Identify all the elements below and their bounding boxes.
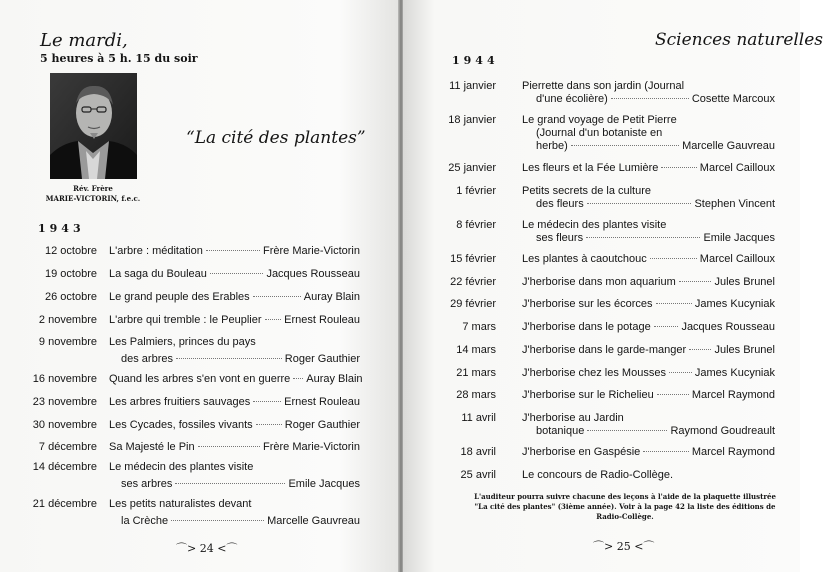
dot-leader (198, 446, 260, 447)
lecturer-name: Jules Brunel (714, 344, 775, 356)
broadcast-time: 5 heures à 5 h. 15 du soir (40, 52, 198, 65)
dot-leader (253, 401, 281, 402)
entry-line (522, 446, 775, 458)
folio-ornament-left: ⌒> (176, 542, 197, 555)
footnote-line: Radio-Collège. (596, 512, 654, 521)
entry-date: 1 février (456, 185, 496, 197)
left-page (0, 0, 400, 572)
lecture-title: (Journal d'un botaniste en (536, 127, 663, 139)
lecturer-name: Jules Brunel (714, 276, 775, 288)
series-title: “La cité des plantes” (186, 128, 366, 148)
entry-date: 26 octobre (45, 291, 97, 303)
lecture-title: La saga du Bouleau (109, 268, 207, 280)
lecture-title: Les fleurs et la Fée Lumière (522, 162, 659, 174)
lecture-title: des fleurs (536, 198, 584, 210)
dot-leader (657, 394, 689, 395)
caption-title: Rév. Frère (73, 184, 113, 193)
page-number (176, 540, 237, 556)
entry-line (109, 419, 360, 431)
entry-line (121, 353, 360, 365)
lecturer-name: Emile Jacques (703, 232, 775, 244)
lecture-title: J'herborise en Gaspésie (522, 446, 641, 458)
lecture-title: Le médecin des plantes visite (109, 461, 254, 473)
dot-leader (175, 483, 285, 484)
dot-leader (206, 250, 260, 251)
lecturer-name: James Kucyniak (694, 298, 775, 310)
entry-date: 18 janvier (448, 114, 496, 126)
lecture-title: J'herborise dans le garde-manger (522, 344, 687, 356)
entry-date: 19 octobre (45, 268, 97, 280)
lecture-title: Les Cycades, fossiles vivants (109, 419, 253, 431)
lecture-title: J'herborise au Jardin (522, 412, 624, 424)
entry-date: 11 avril (461, 412, 496, 424)
entry-line (109, 291, 360, 303)
entry-line (522, 276, 775, 288)
entry-line (522, 162, 775, 174)
lecturer-name: Auray Blain (306, 373, 363, 385)
lecture-title: Petits secrets de la culture (522, 185, 652, 197)
lecture-title: Sa Majesté le Pin (109, 441, 195, 453)
lecturer-name: Ernest Rouleau (284, 396, 360, 408)
lecture-title: Le grand peuple des Erables (109, 291, 250, 303)
entry-date: 21 décembre (32, 498, 97, 510)
entry-line (536, 93, 775, 105)
lecturer-name: Cosette Marcoux (691, 93, 775, 105)
entry-date: 14 décembre (32, 461, 97, 473)
entry-line (522, 367, 775, 379)
lecture-title: Les Palmiers, princes du pays (109, 336, 256, 348)
dot-leader (679, 281, 712, 282)
footnote-line: L'auditeur pourra suivre chacune des leçons à l'aide de la plaquette illustrée (474, 492, 776, 501)
lecture-title: Le concours de Radio-Collège. (522, 469, 674, 481)
entry-date: 23 novembre (32, 396, 97, 408)
caption-name: MARIE-VICTORIN, f.e.c. (45, 194, 141, 203)
lecture-title: J'herborise chez les Mousses (522, 367, 666, 379)
entry-line (536, 198, 775, 210)
lecture-title: J'herborise dans mon aquarium (522, 276, 676, 288)
lecture-title: L'arbre : méditation (109, 245, 203, 257)
lecture-title: la Crèche (121, 515, 169, 527)
entry-line (522, 321, 775, 333)
entry-line (109, 373, 363, 385)
lecture-title: Les plantes à caoutchouc (522, 253, 647, 265)
section-header: Sciences naturelles (655, 30, 823, 50)
lecture-title: Les petits naturalistes devant (109, 498, 252, 510)
entry-date: 25 avril (460, 469, 496, 481)
lecturer-name: Raymond Goudreault (670, 425, 775, 437)
folio-ornament-right: <⌒ (634, 540, 655, 553)
lecture-title: ses fleurs (536, 232, 584, 244)
entry-line (522, 344, 775, 356)
entry-date: 15 février (450, 253, 496, 265)
dot-leader (650, 258, 697, 259)
entry-date: 22 février (450, 276, 496, 288)
lecturer-name: Roger Gauthier (284, 419, 360, 431)
dot-leader (171, 520, 264, 521)
dot-leader (689, 349, 711, 350)
lecturer-name: Stephen Vincent (694, 198, 775, 210)
lecture-title: herbe) (536, 140, 568, 152)
lecturer-name: Marcel Raymond (691, 446, 775, 458)
lecturer-name: Frère Marie-Victorin (263, 441, 360, 453)
lecturer-name: Roger Gauthier (284, 353, 360, 365)
dot-leader (643, 451, 689, 452)
lecture-title: J'herborise sur les écorces (522, 298, 653, 310)
lecture-title: J'herborise dans le potage (522, 321, 651, 333)
entry-line (121, 515, 360, 527)
dot-leader (587, 430, 667, 431)
lecturer-name: Ernest Rouleau (284, 314, 360, 326)
lecturer-name: Jacques Rousseau (266, 268, 360, 280)
entry-line (522, 389, 775, 401)
lecture-title: botanique (536, 425, 585, 437)
year-heading: 1944 (452, 54, 499, 67)
entry-line (522, 298, 775, 310)
lecturer-name: James Kucyniak (694, 367, 775, 379)
footnote (465, 492, 785, 522)
dot-leader (669, 372, 692, 373)
lecturer-name: Marcel Cailloux (699, 162, 775, 174)
dot-leader (654, 326, 679, 327)
entry-line (109, 268, 360, 280)
entry-date: 14 mars (456, 344, 496, 356)
entry-line (109, 314, 360, 326)
entry-line (522, 253, 775, 265)
lecture-title: Le médecin des plantes visite (522, 219, 667, 231)
entry-line (109, 245, 360, 257)
lecture-title: ses arbres (121, 478, 173, 490)
dot-leader (210, 273, 264, 274)
lecture-title: d'une écolière) (536, 93, 608, 105)
entry-date: 7 mars (462, 321, 496, 333)
dot-leader (176, 358, 282, 359)
lecture-title: Le grand voyage de Petit Pierre (522, 114, 677, 126)
dot-leader (587, 203, 692, 204)
page-number-value: 25 (616, 540, 631, 553)
lecture-title: L'arbre qui tremble : le Peuplier (109, 314, 262, 326)
lecture-title: Les arbres fruitiers sauvages (109, 396, 251, 408)
entry-line (121, 478, 360, 490)
footnote-line: "La cité des plantes" (3ième année). Voir à la page 42 la liste des éditions de (474, 502, 776, 511)
entry-date: 11 janvier (449, 80, 496, 92)
lecturer-name: Marcelle Gauvreau (682, 140, 775, 152)
entry-date: 8 février (456, 219, 496, 231)
entry-date: 28 mars (456, 389, 496, 401)
lecture-title: des arbres (121, 353, 173, 365)
lecture-title: Pierrette dans son jardin (Journal (522, 80, 685, 92)
folio-ornament-left: ⌒> (593, 540, 614, 553)
right-page (403, 0, 823, 572)
dot-leader (586, 237, 700, 238)
broadcast-day: Le mardi, (40, 30, 128, 51)
lecturer-name: Frère Marie-Victorin (263, 245, 360, 257)
page-number-value: 24 (199, 542, 214, 555)
dot-leader (656, 303, 692, 304)
entry-date: 9 novembre (38, 336, 97, 348)
lecturer-name: Marcel Cailloux (699, 253, 775, 265)
lecturer-name: Marcelle Gauvreau (267, 515, 360, 527)
dot-leader (293, 378, 303, 379)
entry-line (109, 396, 360, 408)
entry-date: 7 décembre (38, 441, 97, 453)
dot-leader (256, 424, 282, 425)
dot-leader (611, 98, 689, 99)
entry-date: 12 octobre (45, 245, 97, 257)
year-heading: 1943 (38, 222, 85, 235)
entry-date: 16 novembre (32, 373, 97, 385)
lecturer-name: Auray Blain (303, 291, 360, 303)
lecture-title: Quand les arbres s'en vont en guerre (109, 373, 291, 385)
dot-leader (571, 145, 679, 146)
entry-date: 25 janvier (448, 162, 496, 174)
page-number (593, 538, 654, 554)
entry-date: 2 novembre (38, 314, 97, 326)
dot-leader (253, 296, 301, 297)
entry-date: 18 avril (460, 446, 496, 458)
lecture-title: J'herborise sur le Richelieu (522, 389, 654, 401)
portrait-caption (28, 184, 158, 204)
entry-line (536, 425, 775, 437)
entry-line (109, 441, 360, 453)
dot-leader (661, 167, 696, 168)
dot-leader (265, 319, 282, 320)
lecturer-name: Emile Jacques (288, 478, 360, 490)
entry-line (536, 232, 775, 244)
entry-line (536, 140, 775, 152)
portrait-photo (50, 73, 137, 179)
lecturer-name: Jacques Rousseau (681, 321, 775, 333)
entry-date: 21 mars (456, 367, 496, 379)
lecturer-name: Marcel Raymond (691, 389, 775, 401)
folio-ornament-right: <⌒ (217, 542, 238, 555)
entry-date: 30 novembre (32, 419, 97, 431)
entry-date: 29 février (450, 298, 496, 310)
